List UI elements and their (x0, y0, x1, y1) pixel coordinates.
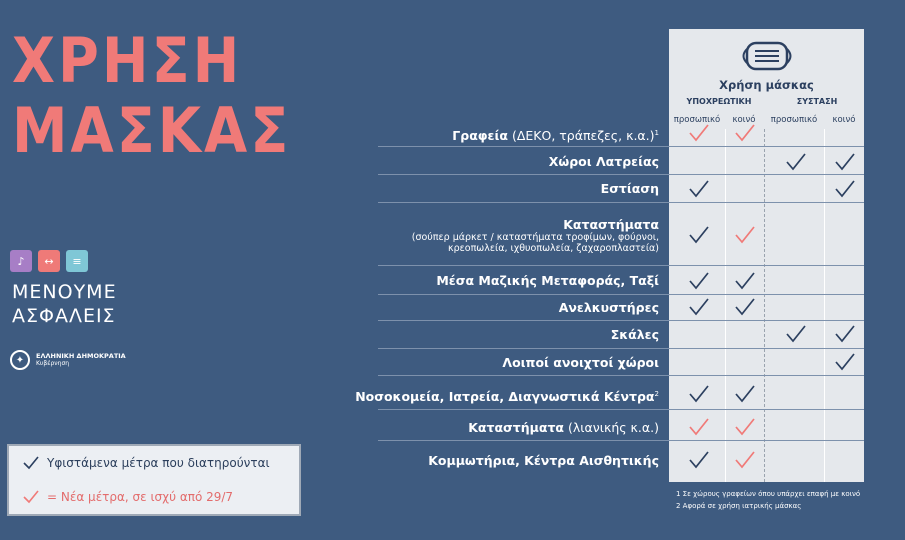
row-label-bold: Νοσοκομεία, Ιατρεία, Διαγνωστικά Κέντρα (355, 388, 655, 404)
group-mandatory: ΥΠΟΧΡΕΩΤΙΚΗ (686, 97, 752, 106)
footnote-2: 2 Αφορά σε χρήση ιατρικής μάσκας (676, 502, 802, 510)
check-existing-icon (735, 385, 755, 403)
campaign-logo-icons (10, 250, 88, 272)
row-label-bold: Χώροι Λατρείας (548, 154, 659, 169)
footnote-1: 1 Σε χώρους γραφείων όπου υπάρχει επαφή με κοινό (676, 490, 861, 498)
row-label-bold: Κομμωτήρια, Κέντρα Αισθητικής (428, 452, 659, 468)
row-label (428, 453, 659, 468)
check-existing-icon (689, 226, 709, 244)
check-existing-icon (689, 451, 709, 469)
row-sublabel: κρεοπωλεία, ιχθυοπωλεία, ζαχαροπλαστεία) (448, 242, 659, 254)
check-existing-icon (786, 153, 806, 171)
check-existing-icon (689, 272, 709, 290)
row-divider (378, 146, 864, 147)
campaign-line-2: ΑΣΦΑΛΕΙΣ (12, 305, 116, 327)
row-label (502, 355, 659, 370)
row-divider (378, 440, 864, 441)
row-label (355, 387, 659, 404)
row-label (468, 420, 659, 435)
distance-arrows-icon: ↔ (38, 250, 60, 272)
check-existing-icon (835, 353, 855, 371)
title-line-1: ΧΡΗΣΗ (12, 24, 243, 97)
government-logo (10, 350, 126, 370)
music-note-icon: ♪ (10, 250, 32, 272)
row-divider (378, 409, 864, 410)
row-label-detail: (ΔΕΚΟ, τράπεζες, κ.α.) (507, 127, 655, 143)
check-new-icon (735, 124, 755, 142)
legend-new-label: = Νέα μέτρα, σε ισχύ από 29/7 (47, 490, 234, 504)
check-existing-icon (689, 180, 709, 198)
check-existing-icon (835, 180, 855, 198)
row-divider (378, 265, 864, 266)
face-mask-icon (739, 40, 795, 72)
group-recommended: ΣΥΣΤΑΣΗ (796, 97, 838, 106)
col-recommended-public: κοινό (832, 115, 856, 125)
row-label-bold: Εστίαση (600, 181, 659, 196)
row-label (611, 327, 659, 342)
check-existing-icon (689, 385, 709, 403)
footnote-marker: 1 (654, 128, 659, 137)
gov-subtitle: Κυβέρνηση (36, 360, 70, 367)
col-mandatory-staff: προσωπικό (673, 115, 721, 125)
row-label-bold: Σκάλες (610, 326, 659, 342)
greek-seal-icon: ✦ (10, 350, 30, 370)
legend-new (23, 490, 233, 504)
row-label-detail: (λιανικής κ.α.) (564, 419, 659, 435)
campaign-line-1: ΜΕΝΟΥΜΕ (12, 281, 117, 303)
footnote-marker: 2 (654, 389, 659, 398)
legend-existing (23, 456, 270, 470)
check-new-icon (735, 418, 755, 436)
gov-name: ΕΛΛΗΝΙΚΗ ΔΗΜΟΚΡΑΤΙΑ (36, 352, 126, 360)
mask-icon: ≡ (66, 250, 88, 272)
check-existing-icon (786, 325, 806, 343)
row-label-bold: Καταστήματα (563, 216, 659, 232)
legend-box (7, 444, 301, 516)
check-existing-icon (835, 325, 855, 343)
row-label (549, 154, 659, 169)
row-label (559, 300, 659, 315)
campaign-name (12, 280, 117, 328)
row-divider (378, 202, 864, 203)
row-label-bold: Γραφεία (452, 127, 508, 143)
row-label (601, 181, 659, 196)
check-existing-icon (735, 298, 755, 316)
row-divider (378, 348, 864, 349)
column-divider (725, 129, 726, 482)
col-mandatory-public: κοινό (732, 115, 756, 125)
col-recommended-staff: προσωπικό (770, 115, 818, 125)
row-label (452, 126, 659, 143)
check-new-icon (735, 226, 755, 244)
group-divider (764, 129, 765, 482)
check-new-icon (689, 124, 709, 142)
row-label-bold: Ανελκυστήρες (558, 299, 659, 315)
panel-title: Χρήση μάσκας (719, 78, 814, 92)
check-existing-icon (689, 298, 709, 316)
title-line-2: ΜΑΣΚΑΣ (12, 94, 292, 167)
check-existing-icon (835, 153, 855, 171)
check-existing-icon (735, 272, 755, 290)
check-new-icon (689, 418, 709, 436)
row-label-bold: Καταστήματα (468, 419, 565, 435)
row-divider (378, 320, 864, 321)
row-label (436, 273, 659, 288)
row-sublabel: (σούπερ μάρκετ / καταστήματα τροφίμων, φούρνοι, (411, 231, 659, 243)
row-divider (378, 375, 864, 376)
row-label-bold: Λοιποί ανοιχτοί χώροι (502, 354, 659, 370)
column-divider (824, 129, 825, 482)
check-new-icon (23, 490, 39, 504)
row-label (412, 217, 659, 254)
row-divider (378, 294, 864, 295)
legend-existing-label: Υφιστάμενα μέτρα που διατηρούνται (47, 456, 270, 470)
check-new-icon (735, 451, 755, 469)
check-existing-icon (23, 456, 39, 470)
row-label-bold: Μέσα Μαζικής Μεταφοράς, Ταξί (436, 273, 659, 288)
row-divider (378, 174, 864, 175)
